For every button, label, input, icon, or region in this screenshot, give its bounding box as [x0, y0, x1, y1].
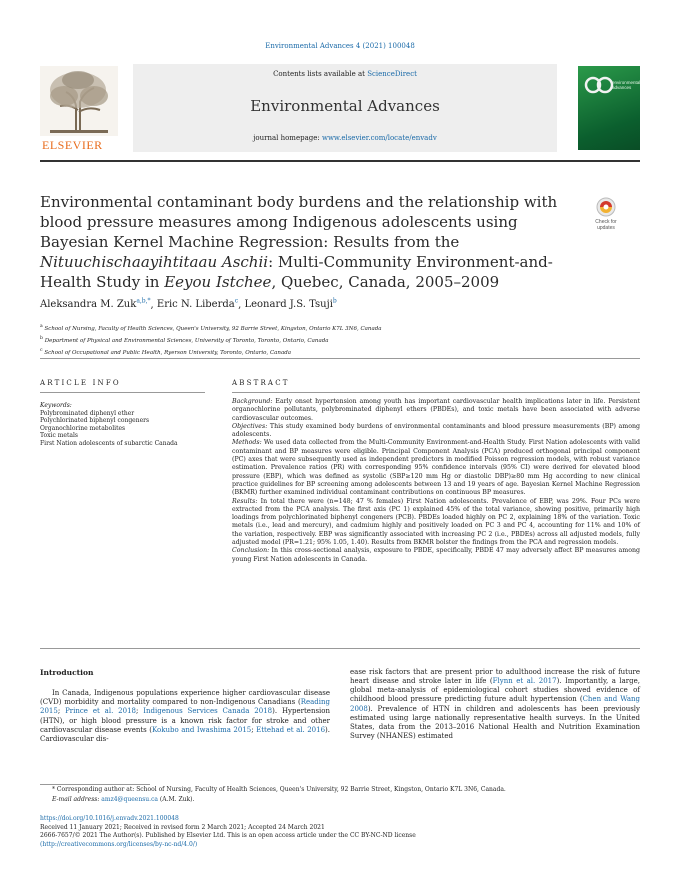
header-divider — [40, 160, 640, 162]
email-label: E-mail address: — [52, 795, 102, 803]
abstract-text: Early onset hypertension among youth has important cardiovascular health implications later in life. Persistent organochlorine pollutants, polybrominated diphenyl ethers (PBDEs), and toxic metals have been associated with adverse cardiovascular outcomes. — [232, 398, 640, 422]
title-part-1: Environmental contaminant body burdens and the relationship with blood pressure measures among Indigenous adolescents using Bayesian Kernel Machine Regression: Results from the — [40, 193, 558, 251]
title-italic-1: Nituuchischaayihtitaau Aschii — [40, 253, 269, 271]
author-affil-sup: c — [234, 298, 239, 305]
corresponding-author — [52, 785, 632, 795]
abstract-body — [232, 398, 640, 564]
journal-cover-logo-icon — [584, 74, 614, 96]
affiliation-sup: c — [40, 347, 43, 353]
author-name: Leonard J.S. Tsuji — [244, 299, 333, 311]
author-2[interactable] — [157, 299, 238, 310]
abstract-text: We used data collected from the Multi-Community Environment-and-Health Study. First Nation adolescents with valid contaminant and BP measures were eligible. Principal Component Analysis (PCA) produced orthogonal principal component (PC) axes that were subsequently used as independent predictors in modified Poisson regression models, with robust variance estimation. Prevalence ratios (PR) with corresponding 95% confidence intervals (95% CI) were derived for elevated blood pressure (EBP), which was defined as systolic (SBP≥120 mm Hg or diastolic DBP)≥80 mm Hg according to new clinical practice guidelines for BP screening among adolescents between 13 and 19 years of age. Bayesian Kernel Machine Regression (BKMR) further examined individual contaminant contributions on continuous BP measures. — [232, 439, 640, 497]
intro-text: ; — [135, 707, 144, 716]
email-suffix: (A.M. Zuk). — [158, 795, 195, 803]
article-meta — [40, 815, 640, 849]
author-name: Eric N. Liberda — [156, 299, 235, 311]
abstract-rule — [232, 392, 640, 393]
journal-cover-thumbnail[interactable] — [578, 66, 640, 150]
corresponding-text: Corresponding author at: School of Nursing, Faculty of Health Sciences, Queen's University, 92 Barrie Street, Kingston, Ontario K7L 3N6, Canada. — [55, 786, 506, 793]
intro-paragraph — [40, 689, 330, 744]
journal-homepage-link[interactable]: www.elsevier.com/locate/envadv — [321, 134, 437, 142]
intro-paragraph — [350, 668, 640, 741]
keywords-block — [40, 402, 205, 448]
title-italic-2: Eeyou Istchee — [164, 273, 272, 291]
section-heading: Introduction — [40, 668, 94, 677]
article-info-rule — [40, 392, 205, 393]
email-line — [52, 795, 632, 805]
affiliations — [40, 322, 600, 357]
abstract-methods — [232, 439, 640, 497]
intro-text: In Canada, Indigenous populations experience higher cardiovascular disease (CVD) morbidity and mortality compared to non-Indigenous Canadians ( — [40, 689, 330, 707]
intro-text: ; — [57, 707, 66, 716]
intro-text: ). Hypertension (HTN), or high blood pressure is a known risk factor for stroke and other cardiovascular disease events ( — [40, 707, 331, 734]
sciencedirect-link[interactable]: ScienceDirect — [367, 70, 417, 78]
journal-homepage-line — [133, 134, 557, 142]
intro-text: ). Importantly, a large, global meta-analysis of epidemiological cohort studies showed evidence of childhood blood pressure predicting future adult hypertension ( — [350, 677, 640, 704]
corresponding-footnote — [52, 785, 632, 804]
intro-text: ; — [251, 725, 257, 734]
elsevier-wordmark: ELSEVIER — [42, 138, 103, 152]
abstract-conclusion — [232, 547, 640, 564]
intro-text: ). Prevalence of HTN in children and adolescents has been previously estimated using large nationally representative health surveys. In the United States, data from the 2013–2016 National Health and Nutrition Examination Survey (NHANES) estimated — [350, 704, 640, 741]
affiliation-c — [40, 346, 600, 358]
citation-link[interactable]: Flynn et al. 2017 — [492, 677, 557, 686]
affiliation-sup: b — [40, 335, 43, 341]
footnote-star: * — [52, 786, 55, 793]
contents-line — [133, 70, 557, 78]
doi-link[interactable]: https://doi.org/10.1016/j.envadv.2021.100048 — [40, 815, 179, 822]
title-part-2: : Multi-Community Environment-and-Health Study in — [40, 253, 553, 291]
citation-link[interactable]: Reading 2015 — [40, 698, 330, 716]
abstract-heading: ABSTRACT — [232, 379, 290, 387]
keywords-label: Keywords: — [40, 402, 72, 409]
affiliation-sup: a — [40, 324, 43, 329]
author-affil-sup: b — [332, 298, 337, 305]
keyword-item: Toxic metals — [40, 432, 78, 440]
abstract-objectives — [232, 423, 640, 440]
received-dates: Received 11 January 2021; Received in revised form 2 March 2021; Accepted 24 March 2021 — [40, 823, 325, 831]
citation-link[interactable]: Indigenous Services Canada 2018 — [143, 707, 273, 716]
intro-text: ). Cardiovascular dis- — [40, 725, 330, 743]
journal-reference[interactable]: Environmental Advances 4 (2021) 100048 — [265, 42, 415, 50]
abstract-text: In this cross-sectional analysis, exposure to PBDE, specifically, PBDE 47 may adversely affect BP measures among young First Nation adolescents in Canada. — [232, 547, 640, 563]
journal-title: Environmental Advances — [250, 97, 440, 115]
abstract-text: In total there were (n=148; 47 % females) First Nation adolescents. Prevalence of EBP, was 29%. Four PCs were extracted from the PCA analysis. The first axis (PC 1) explained 45% of the total variance, showing positive, primarily high loadings from polychlorinated biphenyl congeners (PCB). PBDEs loaded highly on PC 2, explaining 18% of the variation. Toxic metals (i.e., lead and mercury), and cadmium highly and positively loaded on PC 3 and PC 4, accounting for 11% and 10% of the variation, respectively. EBP was significantly associated with increasing PC 2 (i.e., PBDEs) across all adjusted models, fully adjusted model (PR=1.21; 95% 1.05, 1.40). Results from BKMR bolster the findings from the PCA and regression models. — [232, 497, 640, 547]
abstract-background — [232, 398, 640, 423]
contents-prefix: Contents lists available at — [273, 70, 368, 78]
keyword-item: Polychlorinated biphenyl congeners — [40, 417, 150, 425]
abstract-label: Objectives: — [232, 422, 268, 430]
email-link[interactable]: amz4@queensu.ca — [101, 795, 159, 803]
check-badge-text-1: Check for — [595, 219, 617, 225]
abstract-text: This study examined body burdens of environmental contaminants and blood pressure measurements (BP) among adolescents. — [232, 422, 640, 439]
intro-text: ease risk factors that are present prior to adulthood increase the risk of future heart disease and stroke later in life ( — [350, 668, 640, 686]
article-info-heading: ARTICLE INFO — [40, 379, 121, 387]
author-3[interactable] — [244, 299, 336, 310]
homepage-prefix: journal homepage: — [253, 134, 322, 142]
author-separator: , — [150, 299, 157, 311]
affiliation-text: School of Occupational and Public Health, Ryerson University, Toronto, Ontario, Canada — [44, 349, 292, 356]
article-title — [40, 192, 560, 292]
keyword-item: Polybrominated diphenyl ether — [40, 409, 135, 417]
affiliations-divider — [40, 358, 640, 359]
license-statement: 2666-7657/© 2021 The Author(s). Published by Elsevier Ltd. This is an open access article under the CC BY-NC-ND license — [40, 832, 416, 839]
abstract-bottom-divider — [40, 648, 640, 649]
affiliation-text: School of Nursing, Faculty of Health Sciences, Queen's University, 92 Barrie Street, Kingston, Ontario K7L 3N6, Canada — [44, 325, 382, 332]
abstract-label: Background: — [232, 398, 273, 405]
affiliation-text: Department of Physical and Environmental Sciences, University of Toronto, Toronto, Ontario, Canada — [44, 337, 329, 344]
abstract-label: Results: — [232, 497, 258, 505]
citation-link[interactable]: Chen and Wang 2008 — [350, 695, 640, 713]
check-badge-text-2: updates — [597, 225, 615, 231]
cover-label-line-2: advances — [612, 85, 632, 90]
citation-link[interactable]: Ettehad et al. 2016 — [256, 725, 326, 734]
affiliation-b — [40, 334, 600, 346]
abstract-results — [232, 498, 640, 548]
abstract-label: Methods: — [232, 439, 262, 447]
cover-label-line-1: environmental — [612, 80, 641, 85]
abstract-label: Conclusion: — [232, 547, 270, 555]
cover-label — [612, 80, 640, 90]
license-link[interactable]: (http://creativecommons.org/licenses/by-nc-nd/4.0/) — [40, 840, 198, 848]
author-affil-sup: a,b,* — [136, 298, 151, 305]
citation-link[interactable]: Prince et al. 2018 — [65, 707, 136, 716]
title-part-3: , Quebec, Canada, 2005–2009 — [271, 273, 500, 291]
affiliation-a — [40, 322, 600, 334]
keyword-item: First Nation adolescents of subarctic Canada — [40, 439, 178, 447]
author-1[interactable] — [40, 299, 151, 310]
author-name: Aleksandra M. Zuk — [40, 299, 137, 311]
intro-right-column — [350, 668, 640, 741]
citation-link[interactable]: Kokubo and Iwashima 2015 — [152, 725, 252, 734]
author-list — [40, 298, 337, 310]
author-separator: , — [238, 299, 245, 311]
check-for-updates-badge[interactable] — [588, 195, 624, 231]
keyword-item: Organochlorine metabolites — [40, 424, 126, 432]
intro-left-column — [40, 668, 330, 744]
